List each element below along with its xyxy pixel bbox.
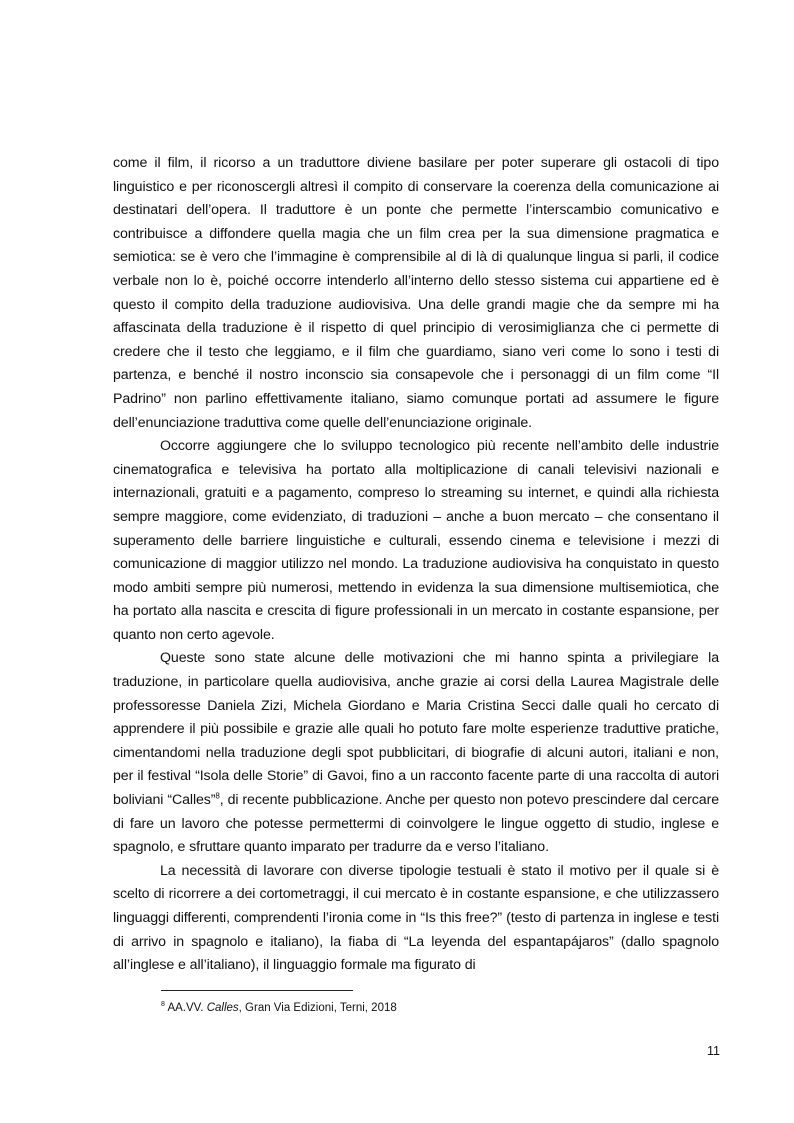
paragraph-3-text-end: , di recente pubblicazione. Anche per questo non potevo prescindere dal cercare di fare un lavoro che potesse permettermi di coinvolgere le lingue oggetto di studio, inglese e spagnolo, e sfruttare quanto imparato per tradurre da e verso l’italiano.	[113, 792, 719, 856]
footnote-text-end: , Gran Via Edizioni, Terni, 2018	[238, 1002, 397, 1014]
footnote-text-start: AA.VV.	[167, 1002, 207, 1014]
footnote-number: 8	[161, 1001, 165, 1009]
footnote-separator	[161, 990, 353, 991]
body-text	[113, 152, 719, 978]
paragraph-3	[113, 647, 719, 859]
paragraph-4: La necessità di lavorare con diverse tipologie testuali è stato il motivo per il quale si è scelto di ricorrere a dei cortometraggi, il cui mercato è in costante espansione, e che utilizzassero linguaggi differenti, comprendenti l’ironia come in “Is this free?” (testo di partenza in inglese e testi di arrivo in spagnolo e italiano), la fiaba di “La leyenda del espantapájaros” (dallo spagnolo all’inglese e all’italiano), il linguaggio formale ma figurato di	[113, 862, 719, 974]
paragraph-1: come il film, il ricorso a un traduttore diviene basilare per poter superare gli ostacoli di tipo linguistico e per riconoscergli altresì il compito di conservare la coerenza della comunicazione ai destinatari dell’opera. Il traduttore è un ponte che permette l’interscambio comunicativo e contribuisce a diffondere quella magia che un film crea per la sua dimensione pragmatica e semiotica: se è vero che l’immagine è comprensibile al di là di qualunque lingua si parli, il codice verbale non lo è, poiché occorre intenderlo all’interno dello stesso sistema cui appartiene ed è questo il compito della traduzione audiovisiva. Una delle grandi magie che da sempre mi ha affascinata della traduzione è il rispetto di quel principio di verosimiglianza che ci permette di credere che il testo che leggiamo, e il film che guardiamo, siano veri come lo sono i testi di partenza, e benché il nostro inconscio sia consapevole che i personaggi di un film come “Il Padrino” non parlino effettivamente italiano, siamo comunque portati ad assumere le figure dell’enunciazione traduttiva come quelle dell’enunciazione originale.	[113, 155, 719, 431]
page-number: 11	[707, 1044, 720, 1058]
footnote	[161, 1000, 719, 1016]
footnote-reference[interactable]: 8	[215, 791, 220, 801]
footnote-italic-title: Calles	[206, 1002, 239, 1014]
paragraph-2: Occorre aggiungere che lo sviluppo tecnologico più recente nell’ambito delle industrie cinematografica e televisiva ha portato alla moltiplicazione di canali televisivi nazionali e internazionali, gratuiti e a pagamento, compreso lo streaming su internet, e quindi alla richiesta sempre maggiore, come evidenziato, di traduzioni – anche a buon mercato – che consentano il superamento delle barriere linguistiche e culturali, essendo cinema e televisione i mezzi di comunicazione di maggior utilizzo nel mondo. La traduzione audiovisiva ha conquistato in questo modo ambiti sempre più numerosi, mettendo in evidenza la sua dimensione multisemiotica, che ha portato alla nascita e crescita di figure professionali in un mercato in costante espansione, per quanto non certo agevole.	[113, 438, 719, 643]
paragraph-3-text-start: Queste sono state alcune delle motivazioni che mi hanno spinta a privilegiare la traduzione, in particolare quella audiovisiva, anche grazie ai corsi della Laurea Magistrale delle professoresse Daniela Zizi, Michela Giordano e Maria Cristina Secci dalle quali ho cercato di apprendere il più possibile e grazie alle quali ho potuto fare molte esperienze traduttive pratiche, cimentandomi nella traduzione degli spot pubblicitari, di biografie di alcuni autori, italiani e non, per il festival “Isola delle Storie” di Gavoi, fino a un racconto facente parte di una raccolta di autori boliviani “Calles”	[113, 650, 719, 809]
